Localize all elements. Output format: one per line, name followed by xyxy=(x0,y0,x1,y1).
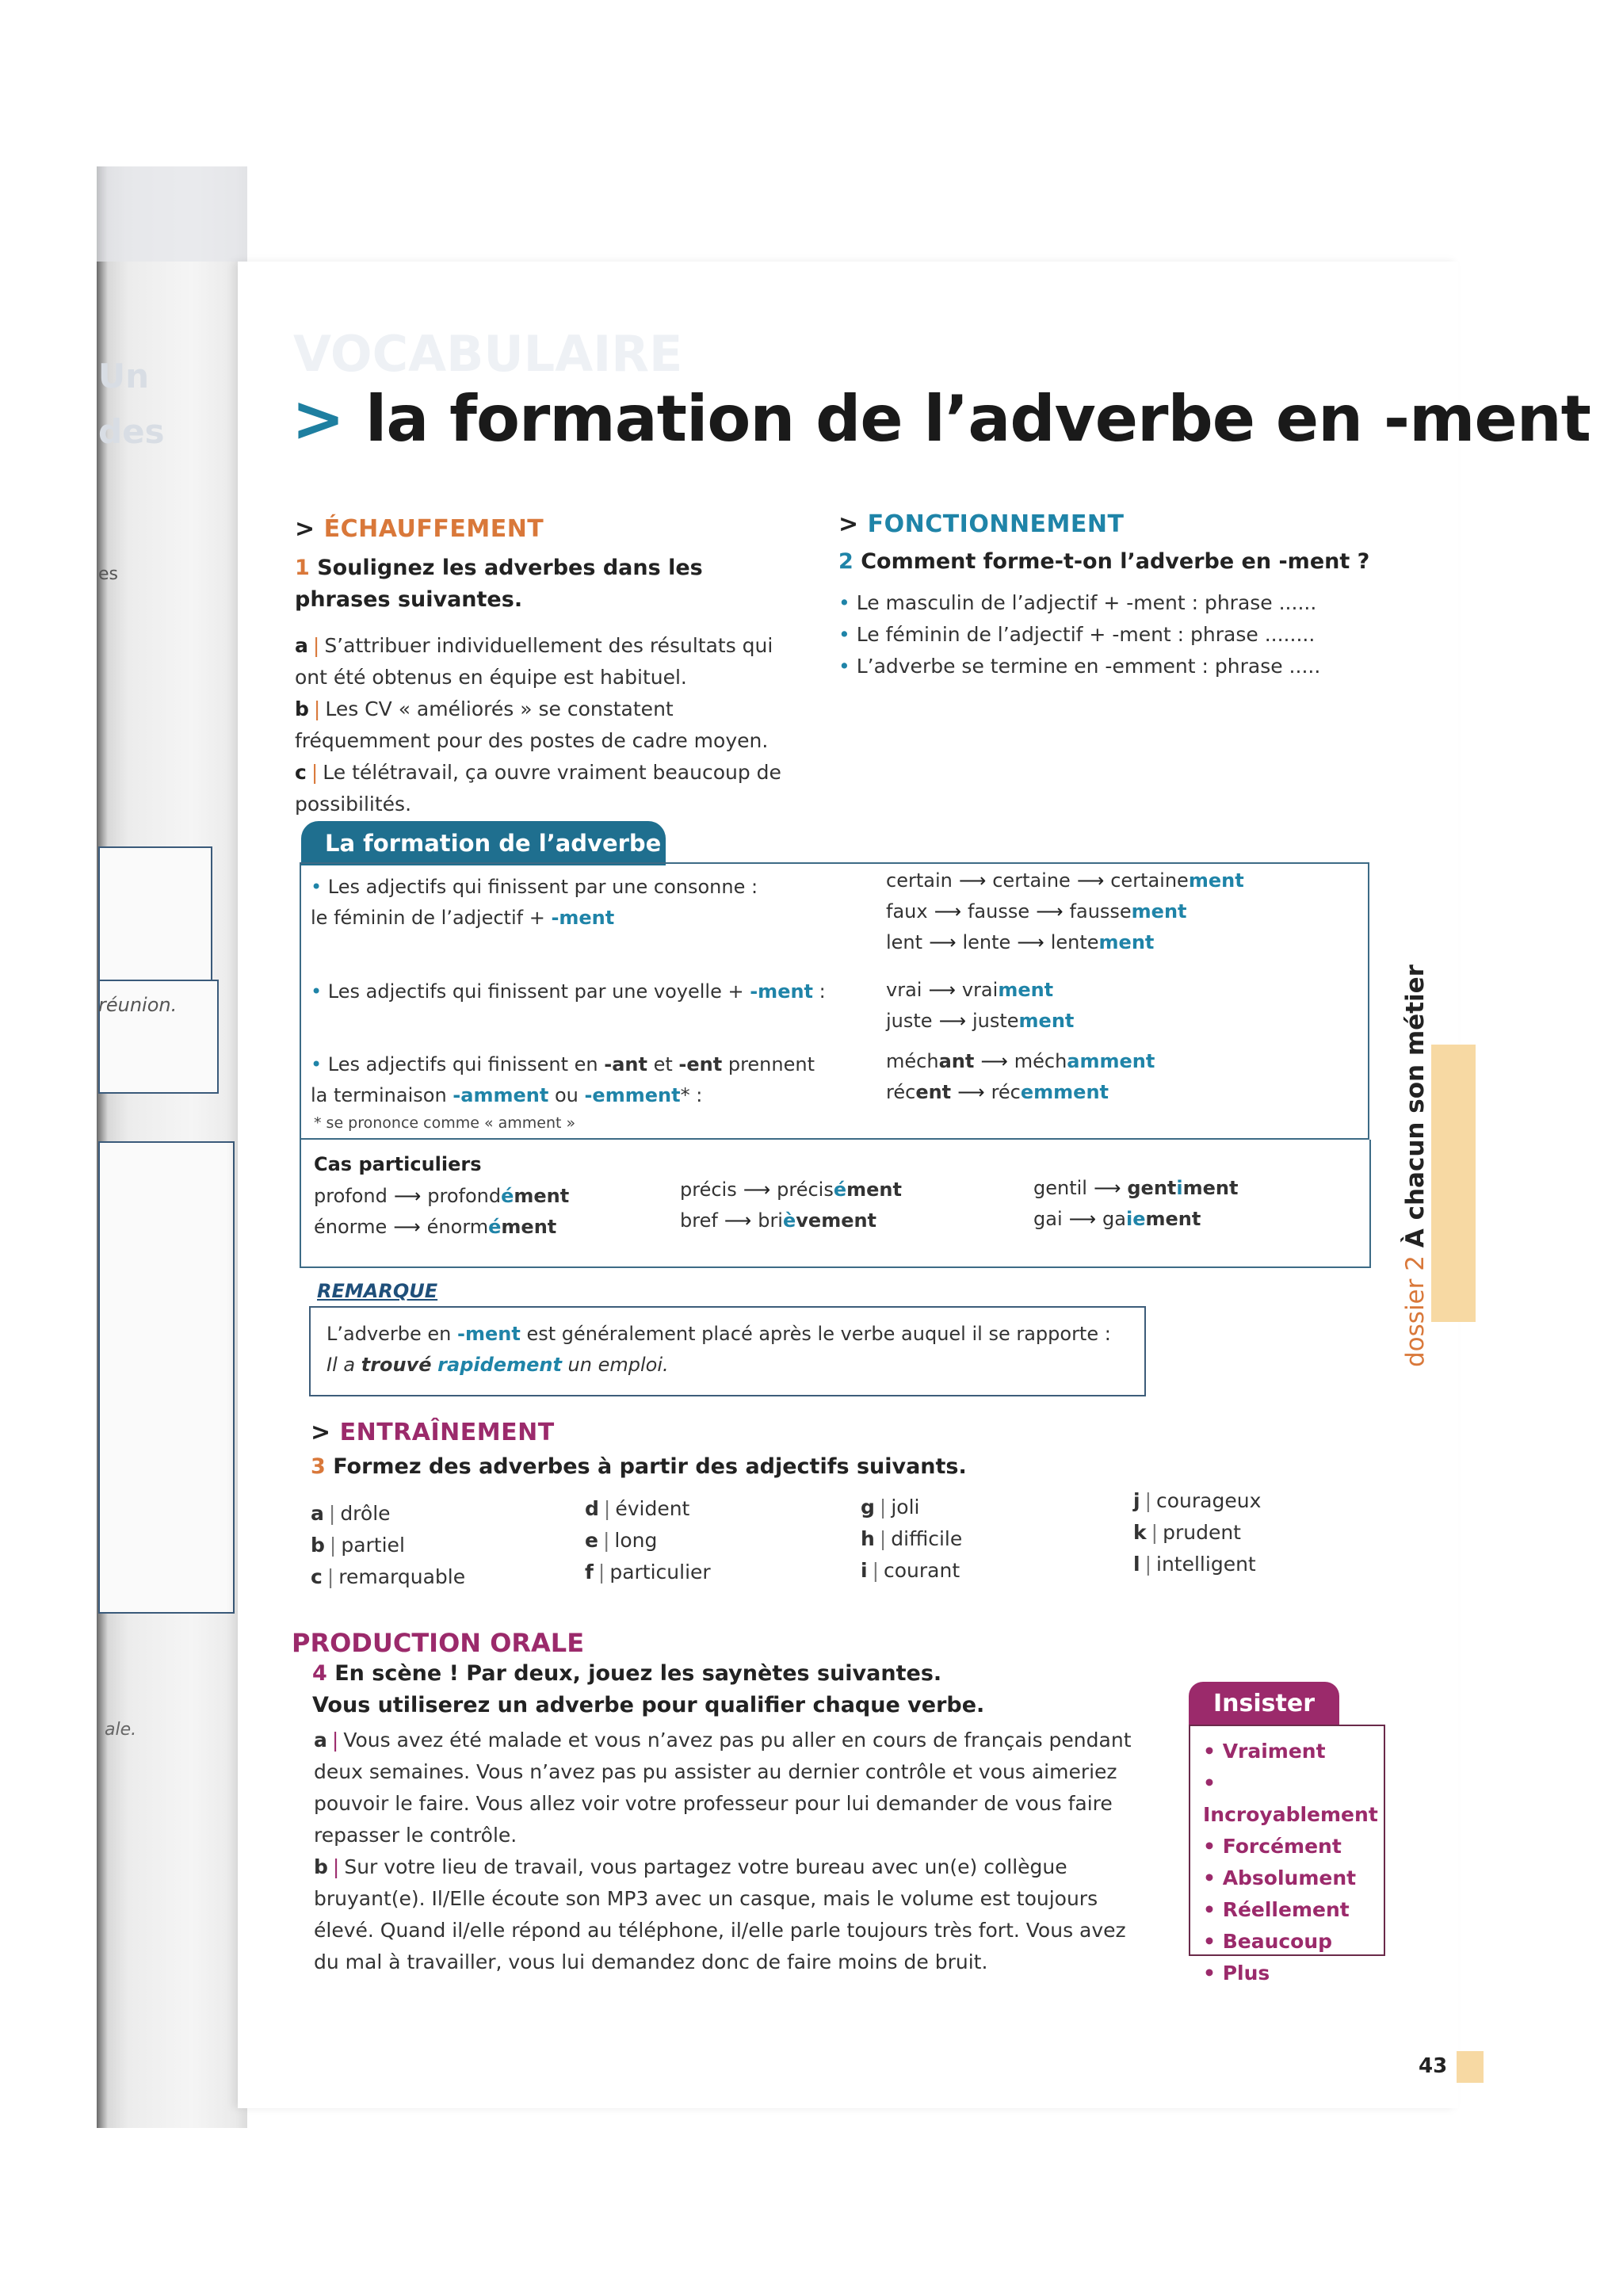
left-page-top xyxy=(97,166,247,262)
entrainement-col-1 xyxy=(311,1498,465,1593)
side-color-strip xyxy=(1431,1045,1476,1322)
example-mechant: méchant ⟶ méchamment xyxy=(886,1050,1155,1072)
side-title: À chacun son métier xyxy=(1401,965,1430,1248)
left-page-fragment-des: des xyxy=(98,412,165,451)
remarque-box xyxy=(309,1306,1146,1396)
example-lent: lent ⟶ lente ⟶ lentement xyxy=(886,931,1155,953)
fonctionnement-item-1: • Le masculin de l’adjectif + -ment : phrase ...... xyxy=(838,591,1317,614)
left-page-fragment-ale: ale. xyxy=(105,1720,137,1740)
insister-tab: Insister xyxy=(1189,1682,1339,1726)
left-page-fragment-un: Un xyxy=(98,357,150,395)
cas-gai: gai ⟶ gaiement xyxy=(1033,1208,1201,1230)
example-vrai: vrai ⟶ vraiment xyxy=(886,979,1054,1001)
insister-item: • Vraiment xyxy=(1203,1740,1326,1763)
adj-c: c | remarquable xyxy=(311,1565,466,1588)
cas-gentil: gentil ⟶ gentiment xyxy=(1033,1177,1239,1199)
rule-consonne: • Les adjectifs qui finissent par une consonne : le féminin de l’adjectif + -ment xyxy=(311,876,758,929)
example-juste: juste ⟶ justement xyxy=(886,1010,1075,1032)
rule-examples-ant-ent xyxy=(886,1046,1155,1108)
remarque-example: Il a trouvé rapidement un emploi. xyxy=(327,1354,669,1376)
rule-box-tab: La formation de l’adverbe xyxy=(301,821,666,865)
fonctionnement-section xyxy=(838,510,1377,682)
insister-item: • Absolument xyxy=(1203,1866,1357,1889)
title-text: la formation de l’adverbe en -ment xyxy=(365,382,1591,456)
adj-i: i | courant xyxy=(861,1559,960,1582)
adj-b: b | partiel xyxy=(311,1534,405,1557)
insister-item: • Plus xyxy=(1203,1962,1270,1985)
insister-item: • Forcément xyxy=(1203,1835,1342,1858)
production-orale-heading: PRODUCTION ORALE xyxy=(292,1628,585,1658)
adj-g: g | joli xyxy=(861,1496,920,1519)
cas-bref: bref ⟶ brièvement xyxy=(680,1209,877,1232)
echauffement-item-c: c | Le télétravail, ça ouvre vraiment beaucoup de possibilités. xyxy=(295,761,781,816)
remarque-title: REMARQUE xyxy=(317,1280,438,1302)
example-faux: faux ⟶ fausse ⟶ faussement xyxy=(886,900,1187,923)
fonctionnement-item-3: • L’adverbe se termine en -emment : phrase ..... xyxy=(838,655,1321,678)
echauffement-item-a: a | S’attribuer individuellement des résultats qui ont été obtenus en équipe est habituel. xyxy=(295,634,773,689)
cas-col-2 xyxy=(680,1175,902,1236)
ghost-heading: VOCABULAIRE xyxy=(293,325,683,383)
adj-j: j | courageux xyxy=(1133,1489,1262,1512)
title-chevron: > xyxy=(292,382,345,456)
left-page-box-3 xyxy=(98,1141,235,1614)
fonctionnement-heading: > FONCTIONNEMENT xyxy=(838,510,1125,538)
echauffement-item-b: b | Les CV « améliorés » se constatent fréquemment pour des postes de cadre moyen. xyxy=(295,697,769,752)
side-chapter-label xyxy=(1395,965,1436,1367)
question-4: 4 En scène ! Par deux, jouez les saynètes suivantes. Vous utiliserez un adverbe pour qualifier chaque verbe. xyxy=(312,1661,985,1717)
adj-d: d | évident xyxy=(585,1497,690,1520)
left-page-fragment-reunion: réunion. xyxy=(98,994,178,1016)
rule-footnote: * se prononce comme « amment » xyxy=(314,1114,576,1132)
insister-item: • Réellement xyxy=(1203,1898,1350,1921)
adj-h: h | difficile xyxy=(861,1527,963,1550)
question-3: 3 Formez des adverbes à partir des adjectifs suivants. xyxy=(311,1454,967,1479)
echauffement-section xyxy=(295,515,802,820)
rule-examples-consonne xyxy=(886,865,1244,958)
left-page-fragment-es: es xyxy=(98,564,118,584)
remarque-line-1: L’adverbe en -ment est généralement placé après le verbe auquel il se rapporte : xyxy=(327,1323,1111,1345)
example-certain: certain ⟶ certaine ⟶ certainement xyxy=(886,869,1244,892)
production-item-a: a | Vous avez été malade et vous n’avez pas pu aller en cours de français pendant deux semaines. Vous n’avez pas pu assister au dernier contrôle et vous aimeriez pouvoir le faire. Vous allez voir votre professeur pour lui demander de vous faire repasser le contrôle. xyxy=(314,1729,1132,1847)
question-2: 2 Comment forme-t-on l’adverbe en -ment ? xyxy=(838,549,1370,574)
cas-profond: profond ⟶ profondément xyxy=(314,1185,570,1207)
cas-precis: précis ⟶ précisément xyxy=(680,1179,902,1201)
page-title xyxy=(292,382,1591,456)
rule-ant-ent: • Les adjectifs qui finissent en -ant et -ent prennent la terminaison -amment ou -emment* : xyxy=(311,1053,815,1106)
fonctionnement-item-2: • Le féminin de l’adjectif + -ment : phrase ........ xyxy=(838,623,1316,646)
adj-a: a | drôle xyxy=(311,1502,391,1525)
cas-enorme: énorme ⟶ énormément xyxy=(314,1216,557,1238)
rule-examples-voyelle xyxy=(886,975,1074,1037)
entrainement-heading: > ENTRAÎNEMENT xyxy=(311,1419,555,1446)
entrainement-col-2 xyxy=(585,1493,711,1588)
entrainement-col-4 xyxy=(1133,1485,1261,1580)
left-page-box-1 xyxy=(98,846,212,983)
echauffement-heading: > ÉCHAUFFEMENT xyxy=(295,515,544,543)
adj-f: f | particulier xyxy=(585,1561,711,1584)
page-number-strip xyxy=(1457,2051,1484,2083)
example-recent: récent ⟶ récemment xyxy=(886,1081,1109,1103)
insister-box xyxy=(1189,1725,1385,1985)
entrainement-section xyxy=(311,1419,1341,1483)
question-1: 1 Soulignez les adverbes dans les phrases suivantes. xyxy=(295,556,703,612)
cas-col-3 xyxy=(1033,1173,1238,1235)
cas-col-1 xyxy=(314,1181,569,1243)
production-item-b: b | Sur votre lieu de travail, vous partagez votre bureau avec un(e) collègue bruyant(e). Il/Elle écoute son MP3 avec un casque, mais le volume est toujours élevé. Quand il/elle répond au téléphone, il/elle parle toujours très fort. Vous avez du mal à travailler, vous lui demandez donc de faire moins de bruit. xyxy=(314,1855,1126,1973)
side-dossier: dossier 2 xyxy=(1401,1255,1430,1367)
cas-particuliers-heading: Cas particuliers xyxy=(314,1153,482,1175)
insister-item: • Beaucoup xyxy=(1203,1930,1333,1953)
insister-item: • Incroyablement xyxy=(1203,1771,1378,1826)
adj-k: k | prudent xyxy=(1133,1521,1241,1544)
page-number: 43 xyxy=(1419,2054,1448,2078)
rule-voyelle: • Les adjectifs qui finissent par une voyelle + -ment : xyxy=(311,980,826,1003)
entrainement-col-3 xyxy=(861,1492,962,1587)
adj-e: e | long xyxy=(585,1529,658,1552)
adj-l: l | intelligent xyxy=(1133,1553,1256,1576)
